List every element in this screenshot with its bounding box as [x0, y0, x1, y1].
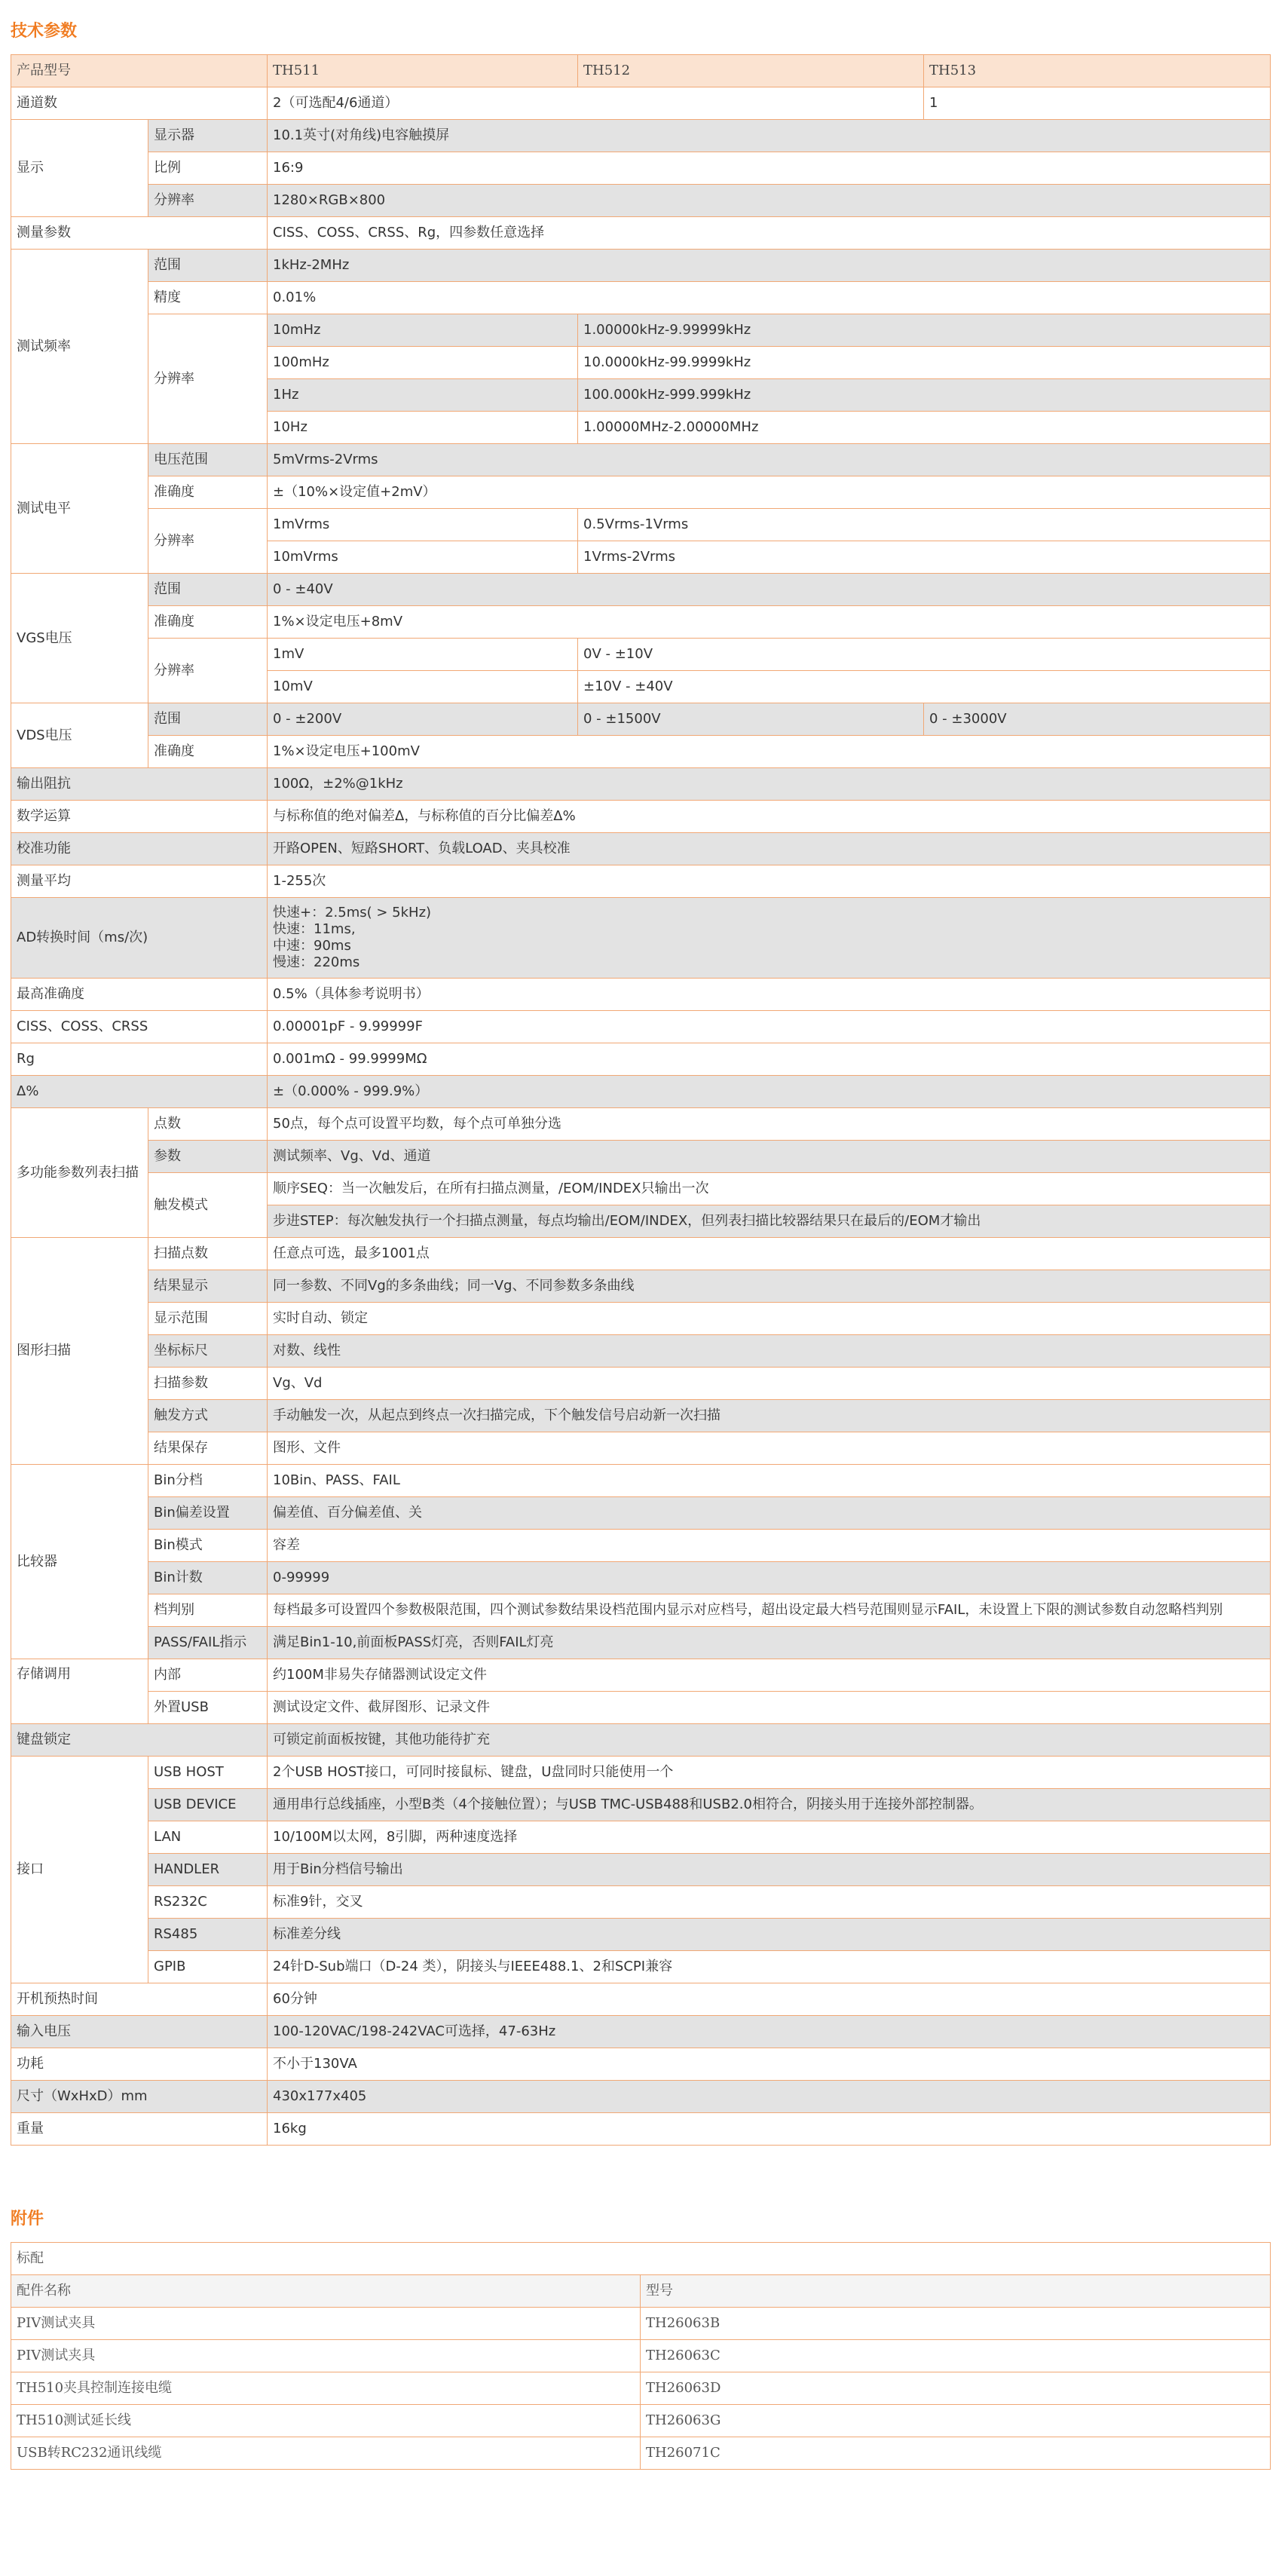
spec-value: 1 — [924, 87, 1271, 120]
spec-row — [11, 1562, 1271, 1594]
spec-value: 10.0000kHz-99.9999kHz — [578, 347, 1271, 379]
spec-header-row — [11, 55, 1271, 87]
spec-value: 10Hz — [268, 412, 578, 444]
spec-value: 1%×设定电压+100mV — [268, 736, 1271, 768]
spec-category: 多功能参数列表扫描 — [11, 1108, 148, 1238]
spec-row — [11, 87, 1271, 120]
spec-value: 0.5%（具体参考说明书） — [268, 979, 1271, 1011]
spec-row — [11, 768, 1271, 801]
spec-subcategory: PASS/FAIL指示 — [148, 1627, 268, 1659]
spec-category: VGS电压 — [11, 574, 148, 703]
spec-value: 0.00001pF - 9.99999F — [268, 1011, 1271, 1043]
spec-value: 手动触发一次，从起点到终点一次扫描完成，下个触发信号启动新一次扫描 — [268, 1400, 1271, 1432]
spec-value: 0-99999 — [268, 1562, 1271, 1594]
spec-category: 测量参数 — [11, 217, 268, 250]
spec-value: 1mVrms — [268, 509, 578, 541]
spec-value: 0 - ±3000V — [924, 703, 1271, 736]
spec-value: 10/100M以太网，8引脚，两种速度选择 — [268, 1821, 1271, 1854]
spec-row — [11, 152, 1271, 185]
spec-category: 图形扫描 — [11, 1238, 148, 1465]
accessory-row — [11, 2437, 1271, 2470]
spec-value: 开路OPEN、短路SHORT、负载LOAD、夹具校准 — [268, 833, 1271, 865]
spec-value: 0.01% — [268, 282, 1271, 314]
spec-subcategory: 结果保存 — [148, 1432, 268, 1465]
spec-value: 1kHz-2MHz — [268, 250, 1271, 282]
spec-category: CISS、COSS、CRSS — [11, 1011, 268, 1043]
spec-row — [11, 1692, 1271, 1724]
spec-subcategory: 范围 — [148, 574, 268, 606]
accessories-col-model: 型号 — [641, 2275, 1271, 2308]
spec-category: 尺寸（WxHxD）mm — [11, 2081, 268, 2113]
spec-value: 1Hz — [268, 379, 578, 412]
spec-category: VDS电压 — [11, 703, 148, 768]
spec-value: 实时自动、锁定 — [268, 1303, 1271, 1335]
spec-value: 每档最多可设置四个参数极限范围，四个测试参数结果设档范围内显示对应档号，超出设定最大档号范围则显示FAIL，未设置上下限的测试参数自动忽略档判别 — [268, 1594, 1271, 1627]
spec-row — [11, 1854, 1271, 1886]
spec-category: 输入电压 — [11, 2016, 268, 2048]
spec-row — [11, 1043, 1271, 1076]
spec-value: 同一参数、不同Vg的多条曲线；同一Vg、不同参数多条曲线 — [268, 1270, 1271, 1303]
spec-value: 0V - ±10V — [578, 639, 1271, 671]
spec-category: 测试频率 — [11, 250, 148, 444]
spec-category: 输出阻抗 — [11, 768, 268, 801]
spec-row — [11, 574, 1271, 606]
spec-value: 偏差值、百分偏差值、关 — [268, 1497, 1271, 1530]
spec-row — [11, 1076, 1271, 1108]
spec-value: 16kg — [268, 2113, 1271, 2146]
spec-value: 100mHz — [268, 347, 578, 379]
spec-value: 5mVrms-2Vrms — [268, 444, 1271, 476]
accessory-row — [11, 2340, 1271, 2372]
spec-row — [11, 476, 1271, 509]
spec-category: 存储调用 — [11, 1659, 148, 1724]
spec-value: 60分钟 — [268, 1983, 1271, 2016]
spec-row — [11, 606, 1271, 639]
spec-table — [11, 54, 1271, 2146]
spec-value: 约100M非易失存储器测试设定文件 — [268, 1659, 1271, 1692]
spec-value: 100Ω，±2%@1kHz — [268, 768, 1271, 801]
spec-row — [11, 2016, 1271, 2048]
accessory-model: TH26063D — [641, 2372, 1271, 2405]
accessories-caption-row — [11, 2243, 1271, 2275]
spec-subcategory: 精度 — [148, 282, 268, 314]
spec-value: 测试频率、Vg、Vd、通道 — [268, 1141, 1271, 1173]
spec-value: 满足Bin1-10,前面板PASS灯亮，否则FAIL灯亮 — [268, 1627, 1271, 1659]
spec-subcategory: 准确度 — [148, 476, 268, 509]
spec-value: 用于Bin分档信号输出 — [268, 1854, 1271, 1886]
spec-value: 快速+：2.5ms( > 5kHz) 快速：11ms, 中速：90ms 慢速：220ms — [268, 898, 1271, 979]
spec-row — [11, 736, 1271, 768]
accessory-name: PIV测试夹具 — [11, 2340, 641, 2372]
accessory-model: TH26063G — [641, 2405, 1271, 2437]
spec-subcategory: 扫描参数 — [148, 1368, 268, 1400]
spec-subcategory: 结果显示 — [148, 1270, 268, 1303]
spec-subcategory: 显示范围 — [148, 1303, 268, 1335]
spec-subcategory: RS485 — [148, 1919, 268, 1951]
spec-row — [11, 1335, 1271, 1368]
spec-value: 1.00000kHz-9.99999kHz — [578, 314, 1271, 347]
spec-row — [11, 1951, 1271, 1983]
spec-row — [11, 801, 1271, 833]
spec-value: 标准差分线 — [268, 1919, 1271, 1951]
spec-row — [11, 1983, 1271, 2016]
spec-category: 通道数 — [11, 87, 268, 120]
spec-row — [11, 1821, 1271, 1854]
spec-category: 键盘锁定 — [11, 1724, 268, 1757]
spec-row — [11, 1594, 1271, 1627]
accessory-name: USB转RC232通讯线缆 — [11, 2437, 641, 2470]
spec-value: 10mHz — [268, 314, 578, 347]
spec-value: 1%×设定电压+8mV — [268, 606, 1271, 639]
accessory-model: TH26063B — [641, 2308, 1271, 2340]
spec-category: 重量 — [11, 2113, 268, 2146]
spec-value: 与标称值的绝对偏差Δ，与标称值的百分比偏差Δ% — [268, 801, 1271, 833]
spec-value: 0 - ±1500V — [578, 703, 924, 736]
spec-subcategory: 外置USB — [148, 1692, 268, 1724]
accessories-col-name: 配件名称 — [11, 2275, 641, 2308]
spec-category: Δ% — [11, 1076, 268, 1108]
spec-row — [11, 2048, 1271, 2081]
spec-value: 测试设定文件、截屏图形、记录文件 — [268, 1692, 1271, 1724]
spec-category: 接口 — [11, 1757, 148, 1983]
spec-value: 图形、文件 — [268, 1432, 1271, 1465]
spec-value: 100-120VAC/198-242VAC可选择，47-63Hz — [268, 2016, 1271, 2048]
spec-row — [11, 1173, 1271, 1205]
spec-value: 1280×RGB×800 — [268, 185, 1271, 217]
spec-row — [11, 1627, 1271, 1659]
spec-row — [11, 1238, 1271, 1270]
spec-subcategory: 准确度 — [148, 606, 268, 639]
spec-value: 可锁定前面板按键，其他功能待扩充 — [268, 1724, 1271, 1757]
accessory-model: TH26071C — [641, 2437, 1271, 2470]
accessory-name: TH510夹具控制连接电缆 — [11, 2372, 641, 2405]
spec-row — [11, 1724, 1271, 1757]
spec-subcategory: 触发模式 — [148, 1173, 268, 1238]
spec-value: 430x177x405 — [268, 2081, 1271, 2113]
spec-value: 0.5Vrms-1Vrms — [578, 509, 1271, 541]
spec-row — [11, 1303, 1271, 1335]
spec-subcategory: LAN — [148, 1821, 268, 1854]
header-label: 产品型号 — [11, 55, 268, 87]
spec-category: 功耗 — [11, 2048, 268, 2081]
spec-row — [11, 1757, 1271, 1789]
spec-value: 任意点可选，最多1001点 — [268, 1238, 1271, 1270]
spec-value: 100.000kHz-999.999kHz — [578, 379, 1271, 412]
spec-row — [11, 1886, 1271, 1919]
accessories-caption: 标配 — [11, 2243, 1271, 2275]
spec-value: ±10V - ±40V — [578, 671, 1271, 703]
spec-value: 10Bin、PASS、FAIL — [268, 1465, 1271, 1497]
spec-category: 数学运算 — [11, 801, 268, 833]
spec-subcategory: GPIB — [148, 1951, 268, 1983]
spec-row — [11, 1108, 1271, 1141]
accessory-row — [11, 2405, 1271, 2437]
spec-value: 0.001mΩ - 99.9999MΩ — [268, 1043, 1271, 1076]
header-model: TH513 — [924, 55, 1271, 87]
spec-subcategory: 范围 — [148, 703, 268, 736]
spec-value: CISS、COSS、CRSS、Rg，四参数任意选择 — [268, 217, 1271, 250]
spec-row — [11, 1659, 1271, 1692]
spec-subcategory: 内部 — [148, 1659, 268, 1692]
spec-category: 最高准确度 — [11, 979, 268, 1011]
spec-subcategory: 分辨率 — [148, 509, 268, 574]
spec-subcategory: 显示器 — [148, 120, 268, 152]
spec-row — [11, 509, 1271, 541]
spec-section-title: 技术参数 — [11, 22, 78, 41]
spec-row — [11, 314, 1271, 347]
spec-subcategory: Bin计数 — [148, 1562, 268, 1594]
spec-subcategory: 参数 — [148, 1141, 268, 1173]
spec-subcategory: 分辨率 — [148, 185, 268, 217]
spec-value: 1-255次 — [268, 865, 1271, 898]
spec-row — [11, 1530, 1271, 1562]
spec-category: 测试电平 — [11, 444, 148, 574]
spec-value: 容差 — [268, 1530, 1271, 1562]
header-model: TH512 — [578, 55, 924, 87]
spec-subcategory: Bin偏差设置 — [148, 1497, 268, 1530]
spec-row — [11, 250, 1271, 282]
spec-value: 24针D-Sub端口（D-24 类），阴接头与IEEE488.1、2和SCPI兼容 — [268, 1951, 1271, 1983]
spec-row — [11, 2081, 1271, 2113]
spec-category: AD转换时间（ms/次) — [11, 898, 268, 979]
spec-subcategory: 触发方式 — [148, 1400, 268, 1432]
spec-value: 1.00000MHz-2.00000MHz — [578, 412, 1271, 444]
spec-category: Rg — [11, 1043, 268, 1076]
spec-row — [11, 979, 1271, 1011]
spec-subcategory: 点数 — [148, 1108, 268, 1141]
spec-value: 标准9针，交叉 — [268, 1886, 1271, 1919]
accessory-row — [11, 2372, 1271, 2405]
spec-value: 10mV — [268, 671, 578, 703]
spec-value: 1mV — [268, 639, 578, 671]
spec-subcategory: USB HOST — [148, 1757, 268, 1789]
spec-row — [11, 1270, 1271, 1303]
spec-subcategory: 准确度 — [148, 736, 268, 768]
spec-value: 不小于130VA — [268, 2048, 1271, 2081]
spec-subcategory: Bin分档 — [148, 1465, 268, 1497]
spec-subcategory: 比例 — [148, 152, 268, 185]
spec-value: 步进STEP：每次触发执行一个扫描点测量，每点均输出/EOM/INDEX，但列表扫描比较器结果只在最后的/EOM才输出 — [268, 1205, 1271, 1238]
spec-value: 0 - ±200V — [268, 703, 578, 736]
spec-subcategory: 档判别 — [148, 1594, 268, 1627]
accessories-section-title: 附件 — [11, 2210, 44, 2228]
spec-category: 开机预热时间 — [11, 1983, 268, 2016]
spec-value: ±（10%×设定值+2mV） — [268, 476, 1271, 509]
spec-row — [11, 1011, 1271, 1043]
spec-subcategory: 分辨率 — [148, 639, 268, 703]
spec-subcategory: 扫描点数 — [148, 1238, 268, 1270]
spec-row — [11, 444, 1271, 476]
spec-row — [11, 1400, 1271, 1432]
spec-row — [11, 1919, 1271, 1951]
spec-value: 16:9 — [268, 152, 1271, 185]
accessory-name: TH510测试延长线 — [11, 2405, 641, 2437]
spec-row — [11, 1432, 1271, 1465]
spec-value: ±（0.000% - 999.9%） — [268, 1076, 1271, 1108]
spec-subcategory: USB DEVICE — [148, 1789, 268, 1821]
spec-row — [11, 120, 1271, 152]
accessory-model: TH26063C — [641, 2340, 1271, 2372]
spec-value: Vg、Vd — [268, 1368, 1271, 1400]
spec-row — [11, 1465, 1271, 1497]
spec-value: 1Vrms-2Vrms — [578, 541, 1271, 574]
spec-value: 10mVrms — [268, 541, 578, 574]
spec-row — [11, 282, 1271, 314]
spec-value: 2（可选配4/6通道） — [268, 87, 924, 120]
spec-value: 通用串行总线插座，小型B类（4个接触位置）；与USB TMC-USB488和USB2.0相符合，阴接头用于连接外部控制器。 — [268, 1789, 1271, 1821]
spec-row — [11, 2113, 1271, 2146]
spec-category: 比较器 — [11, 1465, 148, 1659]
spec-subcategory: Bin模式 — [148, 1530, 268, 1562]
spec-row — [11, 833, 1271, 865]
accessories-header-row — [11, 2275, 1271, 2308]
accessories-table — [11, 2242, 1271, 2470]
spec-category: 显示 — [11, 120, 148, 217]
accessory-name: PIV测试夹具 — [11, 2308, 641, 2340]
spec-value: 0 - ±40V — [268, 574, 1271, 606]
spec-row — [11, 217, 1271, 250]
spec-row — [11, 185, 1271, 217]
spec-row — [11, 898, 1271, 979]
spec-row — [11, 1497, 1271, 1530]
spec-value: 10.1英寸(对角线)电容触摸屏 — [268, 120, 1271, 152]
spec-category: 校准功能 — [11, 833, 268, 865]
spec-category: 测量平均 — [11, 865, 268, 898]
spec-subcategory: 电压范围 — [148, 444, 268, 476]
spec-value: 2个USB HOST接口，可同时接鼠标、键盘，U盘同时只能使用一个 — [268, 1757, 1271, 1789]
spec-subcategory: RS232C — [148, 1886, 268, 1919]
spec-row — [11, 703, 1271, 736]
spec-row — [11, 865, 1271, 898]
spec-row — [11, 1368, 1271, 1400]
spec-row — [11, 639, 1271, 671]
spec-subcategory: 坐标标尺 — [148, 1335, 268, 1368]
spec-subcategory: HANDLER — [148, 1854, 268, 1886]
accessory-row — [11, 2308, 1271, 2340]
spec-subcategory: 分辨率 — [148, 314, 268, 444]
header-model: TH511 — [268, 55, 578, 87]
spec-value: 顺序SEQ：当一次触发后，在所有扫描点测量，/EOM/INDEX只输出一次 — [268, 1173, 1271, 1205]
spec-value: 对数、线性 — [268, 1335, 1271, 1368]
spec-value: 50点，每个点可设置平均数，每个点可单独分选 — [268, 1108, 1271, 1141]
spec-row — [11, 1789, 1271, 1821]
spec-subcategory: 范围 — [148, 250, 268, 282]
spec-row — [11, 1141, 1271, 1173]
